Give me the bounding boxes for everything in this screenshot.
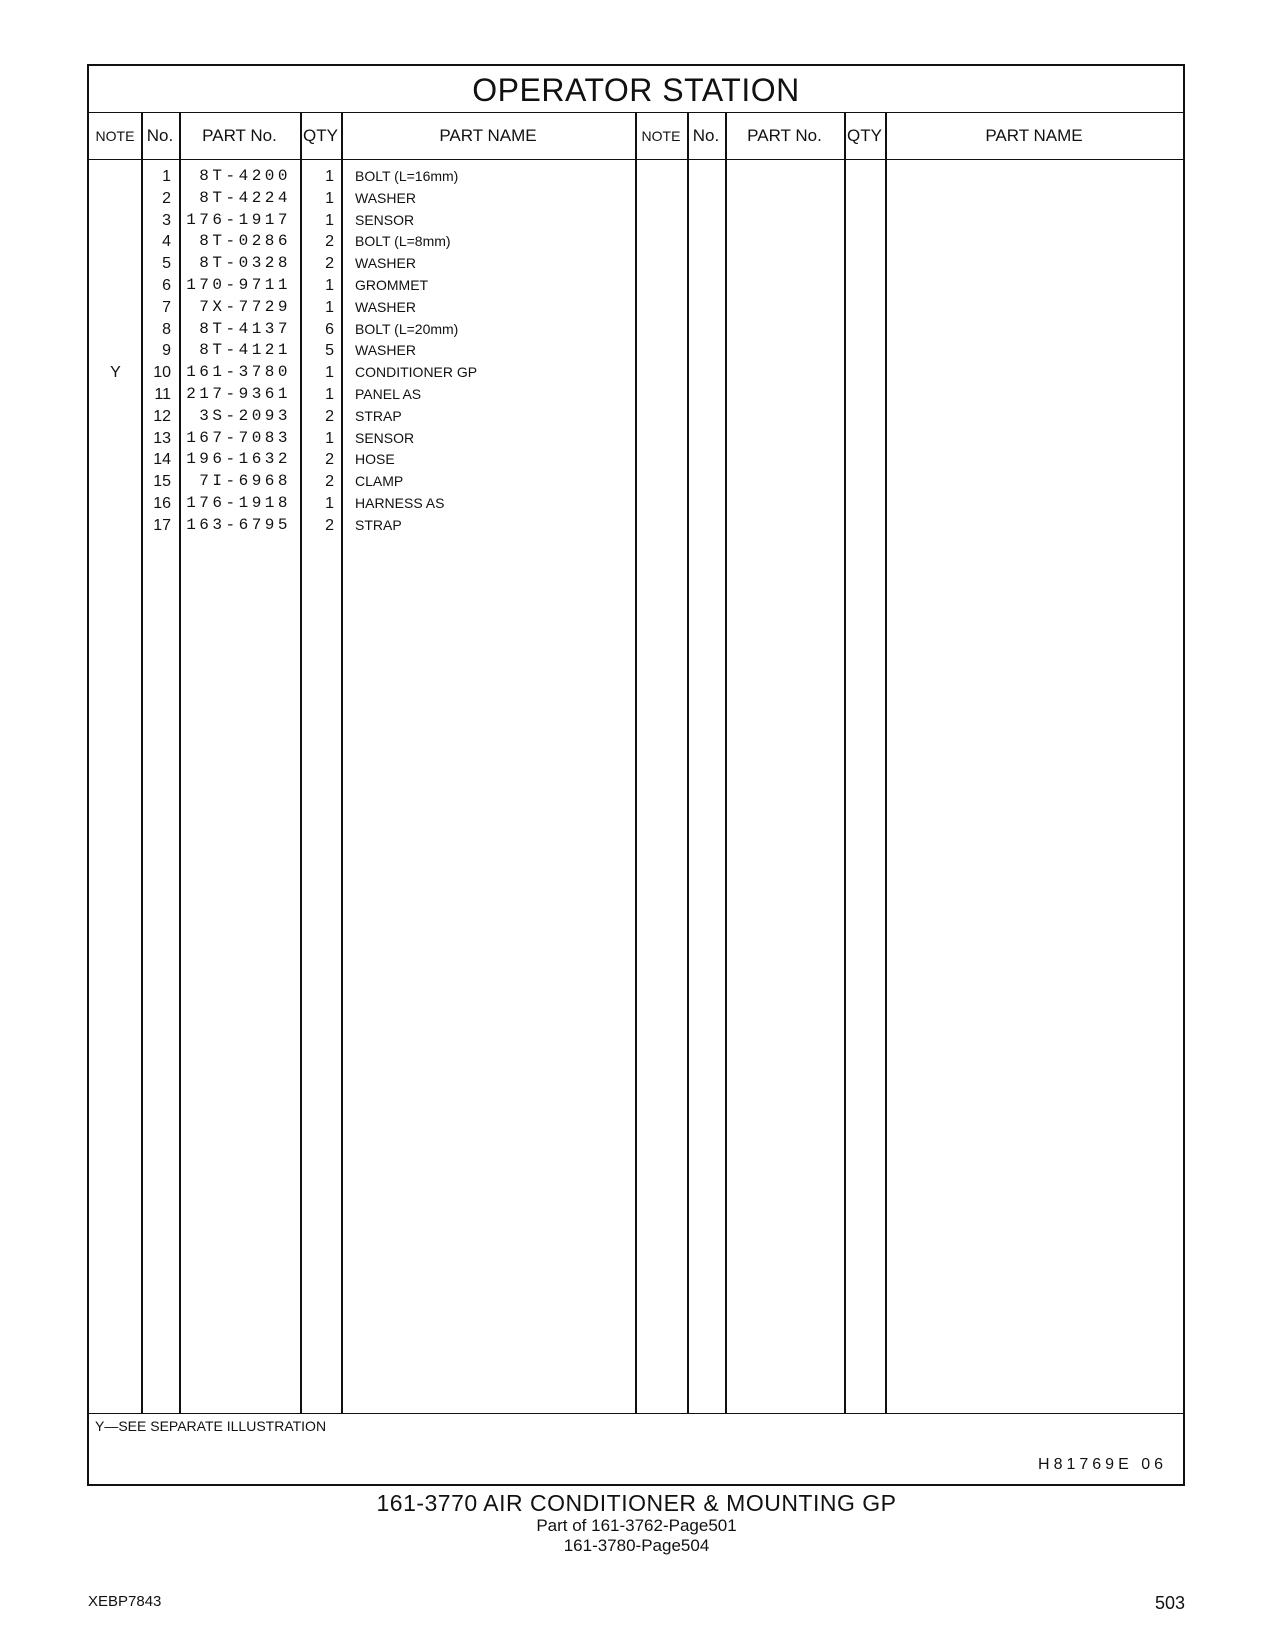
row-quantity: 1 — [325, 189, 334, 207]
row-quantity: 1 — [325, 277, 334, 294]
row-note — [89, 383, 142, 406]
row-part-name: CLAMP — [355, 473, 404, 490]
row-part-name: WASHER — [355, 298, 416, 315]
row-part-name: WASHER — [355, 255, 416, 272]
row-note — [89, 427, 142, 450]
row-quantity: 2 — [325, 516, 334, 534]
row-part-name: BOLT (L=20mm) — [355, 320, 459, 337]
header-no: No. — [146, 126, 174, 145]
document-id: XEBP7843 — [88, 1593, 162, 1610]
row-part-number: 7I-6968 — [199, 472, 291, 491]
row-quantity: 2 — [325, 473, 334, 491]
row-number: 6 — [162, 277, 171, 294]
row-part-number: 196-1632 — [186, 450, 291, 469]
row-part-name: SENSOR — [355, 429, 415, 446]
row-part-number: 217-9361 — [186, 385, 291, 403]
footer-divider — [89, 1413, 1183, 1414]
row-quantity: 1 — [325, 495, 334, 512]
column-divider — [635, 113, 637, 1413]
part-of-reference: Part of 161-3762-Page501 — [536, 1516, 737, 1535]
row-part-name: PANEL AS — [355, 386, 422, 402]
row-part-number: 163-6795 — [186, 515, 291, 534]
header-no-right: No. — [692, 126, 720, 145]
row-number: 11 — [154, 386, 171, 403]
column-divider — [844, 113, 846, 1413]
row-quantity: 6 — [325, 320, 334, 338]
header-qty-right: QTY — [847, 126, 882, 145]
row-number: 7 — [162, 298, 171, 316]
row-part-number: 161-3780 — [186, 363, 291, 382]
row-number: 14 — [153, 451, 171, 469]
row-note — [89, 492, 142, 515]
row-quantity: 1 — [325, 386, 334, 403]
row-part-number: 176-1917 — [186, 210, 291, 229]
row-number: 12 — [153, 407, 171, 425]
row-quantity: 1 — [325, 429, 334, 447]
row-note — [89, 165, 142, 188]
row-number: 9 — [162, 342, 171, 360]
row-number: 13 — [153, 429, 171, 447]
page-number: 503 — [1154, 1593, 1185, 1613]
row-part-name: SENSOR — [355, 211, 415, 228]
header-note: NOTE — [95, 128, 135, 144]
row-note — [89, 230, 142, 253]
column-divider — [725, 113, 727, 1413]
row-note — [89, 209, 142, 232]
row-number: 17 — [153, 516, 171, 534]
row-part-number: 7X-7729 — [199, 297, 291, 316]
row-part-name: BOLT (L=16mm) — [355, 168, 459, 184]
row-number: 16 — [153, 495, 171, 512]
row-part-number: 8T-4137 — [199, 319, 291, 338]
row-note — [89, 274, 142, 297]
row-part-number: 8T-4200 — [199, 167, 291, 185]
row-note — [89, 514, 142, 537]
header-part-name: PART NAME — [439, 126, 537, 145]
row-part-name: STRAP — [355, 516, 402, 533]
row-part-name: WASHER — [355, 189, 416, 206]
header-note-right: NOTE — [641, 128, 681, 144]
row-part-number: 8T-4121 — [199, 341, 291, 360]
section-title: OPERATOR STATION — [89, 66, 1183, 113]
row-note: Y — [110, 364, 121, 382]
row-part-name: STRAP — [355, 407, 402, 424]
row-part-number: 170-9711 — [186, 276, 291, 294]
row-quantity: 1 — [325, 298, 334, 316]
row-note — [89, 339, 142, 362]
header-part-no-right: PART No. — [747, 126, 822, 145]
group-title: 161-3770 AIR CONDITIONER & MOUNTING GP — [376, 1490, 897, 1516]
row-number: 10 — [153, 364, 171, 382]
row-note — [89, 252, 142, 275]
row-quantity: 2 — [325, 407, 334, 425]
illustration-code: H81769E 06 — [1038, 1456, 1167, 1473]
row-number: 4 — [162, 233, 171, 251]
header-part-name-right: PART NAME — [985, 126, 1083, 145]
row-part-name: WASHER — [355, 342, 416, 359]
footnote: Y—SEE SEPARATE ILLUSTRATION — [95, 1418, 327, 1434]
row-part-number: 176-1918 — [186, 494, 291, 512]
row-number: 3 — [162, 211, 171, 229]
row-note — [89, 405, 142, 428]
parts-list-frame — [87, 64, 1185, 1486]
row-quantity: 2 — [325, 233, 334, 251]
row-part-number: 8T-0286 — [199, 232, 291, 251]
row-number: 8 — [162, 320, 171, 338]
row-quantity: 1 — [325, 364, 334, 382]
row-part-name: HARNESS AS — [355, 495, 445, 511]
page-reference: 161-3780-Page504 — [563, 1536, 710, 1555]
row-note — [89, 296, 142, 319]
row-part-name: GROMMET — [355, 277, 429, 293]
row-part-number: 3S-2093 — [199, 406, 291, 425]
row-quantity: 2 — [325, 255, 334, 273]
row-note — [89, 448, 142, 471]
column-divider — [885, 113, 887, 1413]
row-number: 2 — [162, 189, 171, 207]
row-quantity: 1 — [325, 211, 334, 229]
row-quantity: 5 — [325, 342, 334, 360]
row-part-name: CONDITIONER GP — [355, 364, 478, 381]
row-part-number: 8T-4224 — [199, 188, 291, 207]
row-note — [89, 187, 142, 210]
header-qty: QTY — [303, 126, 338, 145]
row-note — [89, 470, 142, 493]
header-part-no: PART No. — [202, 126, 277, 145]
column-divider — [687, 113, 689, 1413]
row-part-name: HOSE — [355, 451, 395, 468]
row-number: 1 — [162, 168, 171, 185]
row-number: 5 — [162, 255, 171, 273]
row-part-number: 8T-0328 — [199, 254, 291, 273]
row-part-name: BOLT (L=8mm) — [355, 233, 451, 250]
row-part-number: 167-7083 — [186, 428, 291, 447]
row-quantity: 2 — [325, 451, 334, 469]
row-number: 15 — [153, 473, 171, 491]
row-note — [89, 318, 142, 341]
row-quantity: 1 — [325, 168, 334, 185]
